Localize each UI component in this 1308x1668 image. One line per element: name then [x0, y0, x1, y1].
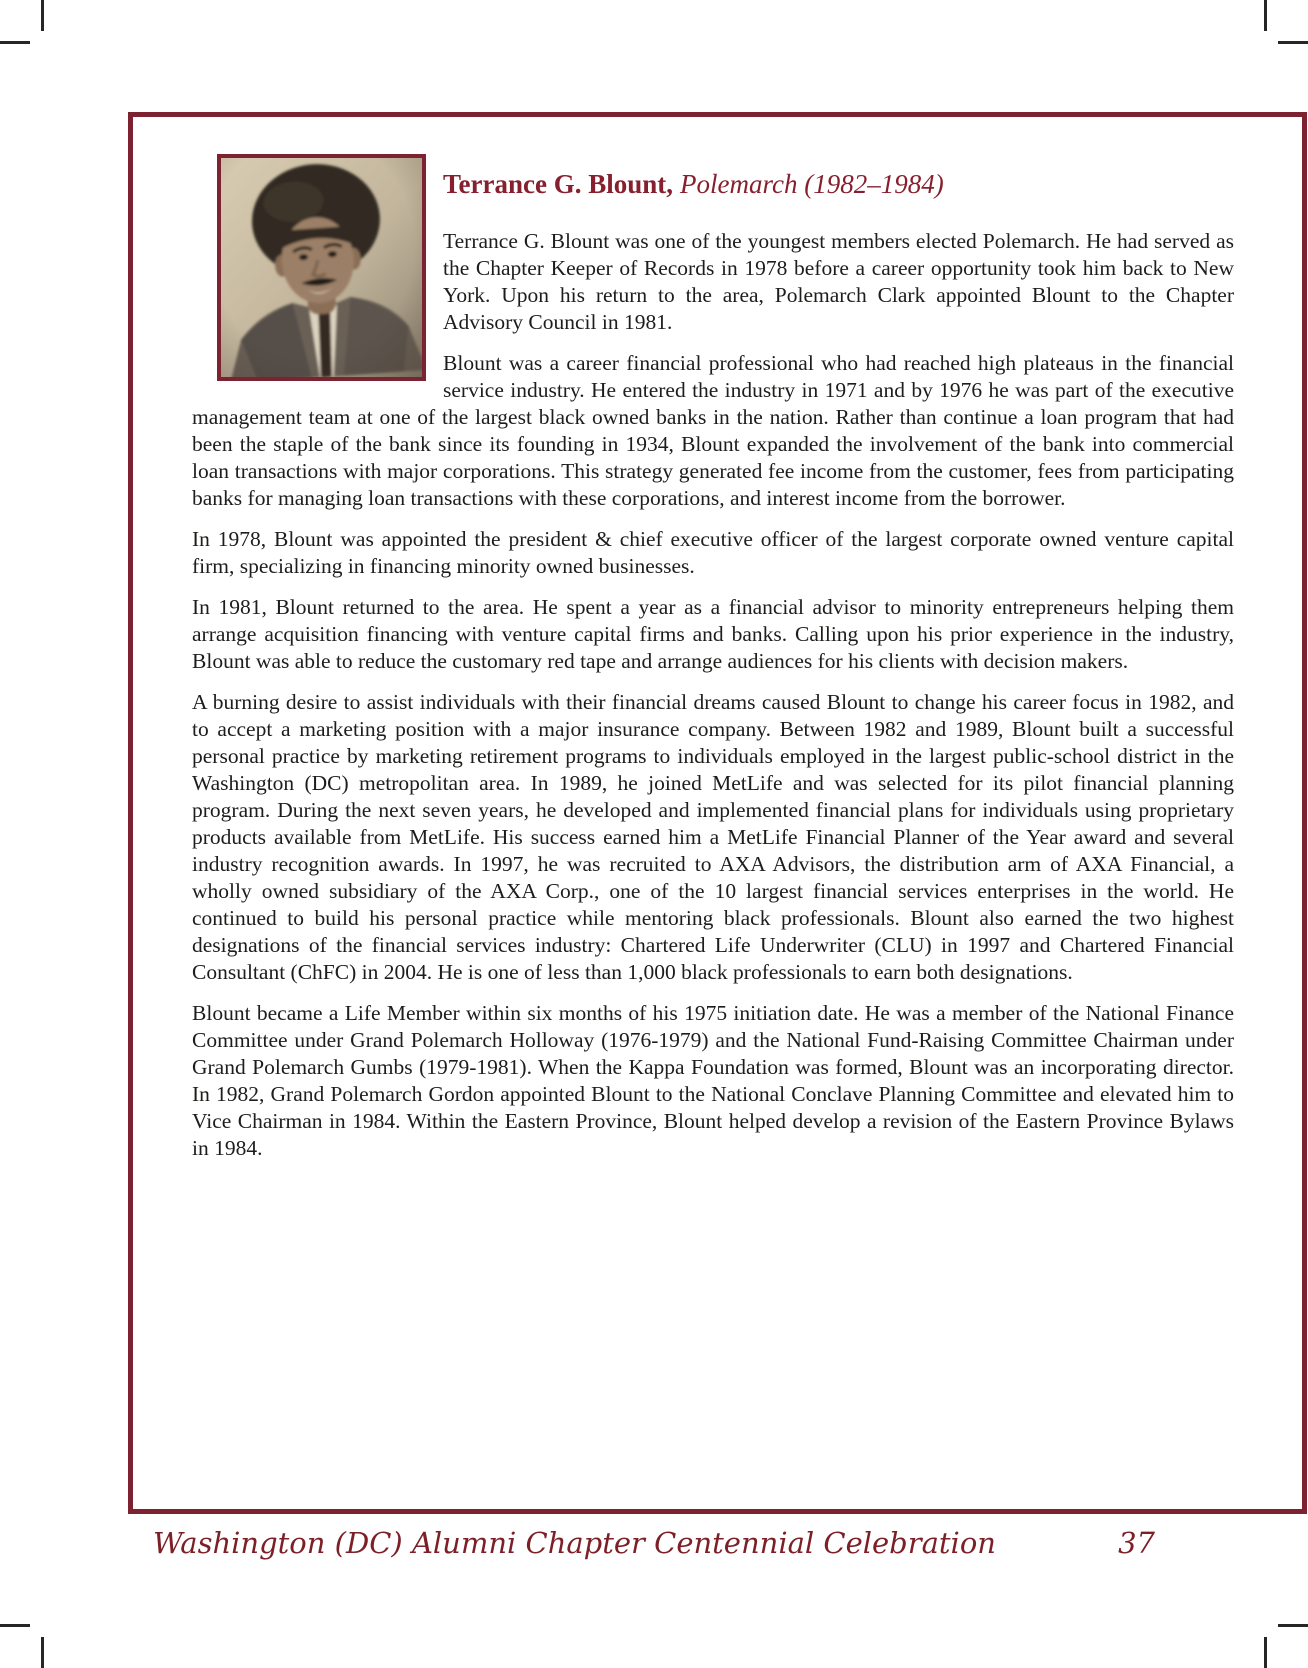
crop-mark-top-left-vertical	[41, 0, 44, 31]
crop-mark-top-left-horizontal	[0, 41, 30, 44]
person-role-dates: Polemarch (1982–1984)	[680, 169, 944, 199]
crop-mark-bottom-right-vertical	[1264, 1637, 1267, 1668]
portrait-photo-image	[221, 158, 422, 377]
crop-mark-top-right-vertical	[1264, 0, 1267, 31]
page-number: 37	[1118, 1526, 1155, 1560]
body-paragraph-2: Blount was a career financial professional who had reached high plateaus in the financial service industry. He entered the industry in 1971 and by 1976 he was part of the executive management team at one of the largest black owned banks in the nation. Rather than continue a loan program that had been the staple of the bank since its founding in 1934, Blount expanded the involvement of the bank into commercial loan transactions with major corporations. This strategy generated fee income from the customer, fees from participating banks for managing loan transactions with these corporations, and interest income from the borrower.	[192, 351, 1234, 510]
body-paragraph-3: In 1978, Blount was appointed the president & chief executive officer of the largest corporate owned venture capital firm, specializing in financing minority owned businesses.	[192, 527, 1234, 578]
crop-mark-top-right-horizontal	[1278, 41, 1308, 44]
body-paragraph-6: Blount became a Life Member within six months of his 1975 initiation date. He was a member of the National Finance Committee under Grand Polemarch Holloway (1976-1979) and the National Fund-Raising Committee Chairman under Grand Polemarch Gumbs (1979-1981). When the Kappa Foundation was formed, Blount was an incorporating director. In 1982, Grand Polemarch Gordon appointed Blount to the National Conclave Planning Committee and elevated him to Vice Chairman in 1984. Within the Eastern Province, Blount helped develop a revision of the Eastern Province Bylaws in 1984.	[192, 1001, 1234, 1160]
footer-title: Washington (DC) Alumni Chapter Centennial Celebration	[153, 1526, 996, 1560]
portrait-photo	[217, 154, 426, 381]
page-footer	[153, 1526, 1155, 1560]
body-paragraph-4: In 1981, Blount returned to the area. He spent a year as a financial advisor to minority entrepreneurs helping them arrange acquisition financing with venture capital firms and banks. Calling upon his prior experience in the industry, Blount was able to reduce the customary red tape and arrange audiences for his clients with decision makers.	[192, 595, 1234, 673]
crop-mark-bottom-left-horizontal	[0, 1624, 30, 1627]
body-paragraph-1: Terrance G. Blount was one of the youngest members elected Polemarch. He had served as the Chapter Keeper of Records in 1978 before a career opportunity took him back to New York. Upon his return to the area, Polemarch Clark appointed Blount to the Chapter Advisory Council in 1981.	[443, 229, 1234, 334]
crop-mark-bottom-left-vertical	[41, 1637, 44, 1668]
person-name: Terrance G. Blount,	[443, 169, 674, 199]
content-frame	[128, 112, 1307, 1514]
body-paragraph-5: A burning desire to assist individuals with their financial dreams caused Blount to change his career focus in 1982, and to accept a marketing position with a major insurance company. Between 1982 and 1989, Blount built a successful personal practice by marketing retirement programs to individuals employed in the largest public-school district in the Washington (DC) metropolitan area. In 1989, he joined MetLife and was selected for its pilot financial planning program. During the next seven years, he developed and implemented financial plans for individuals using proprietary products available from MetLife. His success earned him a MetLife Financial Planner of the Year award and several industry recognition awards. In 1997, he was recruited to AXA Advisors, the distribution arm of AXA Financial, a wholly owned subsidiary of the AXA Corp., one of the 10 largest financial services enterprises in the world. He continued to build his personal practice while mentoring black professionals. Blount also earned the two highest designations of the financial services industry: Chartered Life Underwriter (CLU) in 1997 and Chartered Financial Consultant (ChFC) in 2004. He is one of less than 1,000 black professionals to earn both designations.	[192, 690, 1234, 984]
crop-mark-bottom-right-horizontal	[1278, 1624, 1308, 1627]
